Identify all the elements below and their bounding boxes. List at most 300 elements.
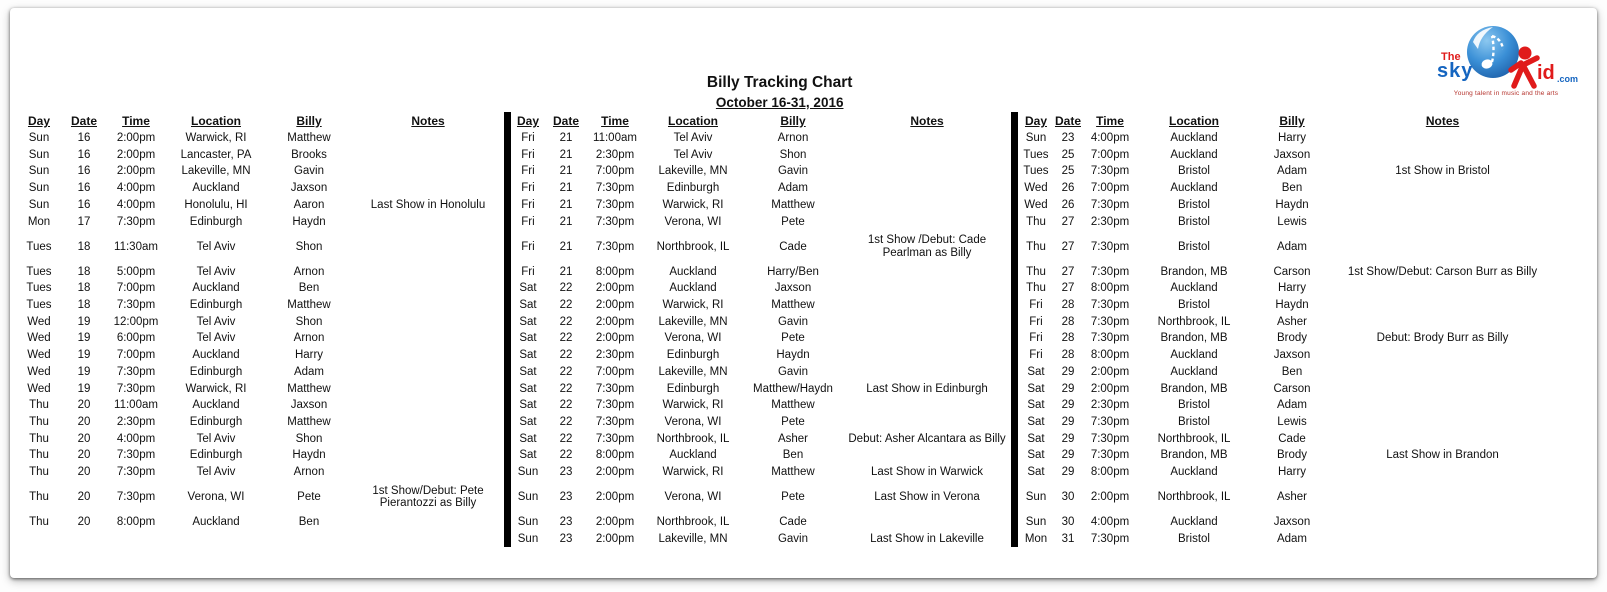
cell-time: 7:30pm xyxy=(595,382,635,395)
cell-billy: Lewis xyxy=(1277,215,1307,228)
cell-day: Sun xyxy=(28,198,50,211)
cell-time: 2:30pm xyxy=(1090,399,1130,412)
cell-date: 26 xyxy=(1061,182,1075,195)
cell-billy: Ben xyxy=(1281,365,1303,378)
cell-notes: Last Show in Honolulu xyxy=(370,198,486,211)
cell-billy: Cade xyxy=(779,516,807,529)
cell-notes xyxy=(352,380,504,397)
cell-day: Wed xyxy=(27,365,51,378)
cell-billy: Pete xyxy=(781,215,805,228)
schedule-row xyxy=(511,447,1011,464)
cell-notes xyxy=(1334,280,1593,297)
column-header-location: Location xyxy=(668,113,718,128)
schedule-row xyxy=(16,364,504,381)
cell-location: Northbrook, IL xyxy=(656,432,730,445)
panel-divider xyxy=(1011,112,1018,547)
cell-day: Tues xyxy=(26,240,52,253)
cell-time: 7:30pm xyxy=(1090,240,1130,253)
cell-notes xyxy=(352,264,504,281)
cell-notes xyxy=(352,464,504,481)
logo-text-id: id xyxy=(1537,62,1555,84)
cell-day: Wed xyxy=(27,332,51,345)
schedule-row xyxy=(1018,364,1593,381)
cell-location: Northbrook, IL xyxy=(1157,491,1231,504)
cell-billy: Gavin xyxy=(777,365,809,378)
schedule-row xyxy=(1018,163,1593,180)
cell-notes xyxy=(843,397,1011,414)
cell-time: 7:00pm xyxy=(116,282,156,295)
cell-date: 27 xyxy=(1061,265,1075,278)
cell-time: 11:30am xyxy=(114,240,158,253)
cell-location: Verona, WI xyxy=(664,332,722,345)
cell-billy: Matthew xyxy=(771,465,815,478)
cell-location: Auckland xyxy=(1170,516,1218,529)
cell-notes xyxy=(352,447,504,464)
logo-text-dotcom: .com xyxy=(1557,74,1579,84)
cell-billy: Shon xyxy=(295,240,323,253)
column-header-billy: Billy xyxy=(296,113,322,128)
cell-notes xyxy=(1334,414,1593,431)
cell-billy: Haydn xyxy=(776,349,810,362)
cell-location: Tel Aviv xyxy=(196,315,236,328)
cell-date: 25 xyxy=(1061,148,1075,161)
cell-time: 2:30pm xyxy=(595,148,635,161)
cell-time: 11:00am xyxy=(114,399,158,412)
schedule-row xyxy=(1018,380,1593,397)
cell-date: 20 xyxy=(77,415,91,428)
cell-date: 28 xyxy=(1061,349,1075,362)
cell-billy: Gavin xyxy=(777,532,809,545)
cell-location: Auckland xyxy=(1170,349,1218,362)
skykid-logo xyxy=(1431,24,1581,108)
cell-location: Bristol xyxy=(1178,240,1210,253)
cell-date: 20 xyxy=(77,516,91,529)
cell-notes: Debut: Brody Burr as Billy xyxy=(1376,332,1509,345)
cell-location: Auckland xyxy=(1170,148,1218,161)
cell-time: 7:30pm xyxy=(1090,198,1130,211)
logo-text-sky: sky xyxy=(1437,60,1474,82)
cell-time: 4:00pm xyxy=(1090,516,1130,529)
cell-location: Edinburgh xyxy=(666,182,720,195)
cell-day: Sun xyxy=(28,132,50,145)
cell-notes xyxy=(352,230,504,264)
cell-notes xyxy=(352,297,504,314)
cell-time: 7:30pm xyxy=(1090,415,1130,428)
cell-notes xyxy=(843,197,1011,214)
cell-time: 7:30pm xyxy=(595,415,635,428)
cell-billy: Adam xyxy=(1276,240,1308,253)
cell-billy: Haydn xyxy=(292,449,326,462)
schedule-row xyxy=(511,531,1011,548)
cell-time: 5:00pm xyxy=(116,265,156,278)
cell-day: Sun xyxy=(1025,491,1047,504)
cell-notes xyxy=(1334,397,1593,414)
cell-day: Sat xyxy=(519,382,537,395)
cell-location: Edinburgh xyxy=(666,382,720,395)
cell-location: Brandon, MB xyxy=(1160,449,1228,462)
cell-time: 2:00pm xyxy=(1090,382,1130,395)
schedule-row xyxy=(1018,264,1593,281)
cell-location: Edinburgh xyxy=(666,349,720,362)
cell-location: Warwick, RI xyxy=(662,198,724,211)
cell-notes xyxy=(843,364,1011,381)
schedule-row xyxy=(16,347,504,364)
cell-billy: Brody xyxy=(1276,332,1308,345)
cell-location: Lancaster, PA xyxy=(180,148,252,161)
cell-day: Sat xyxy=(519,332,537,345)
cell-time: 2:00pm xyxy=(595,491,635,504)
cell-notes xyxy=(352,180,504,197)
cell-day: Thu xyxy=(1026,282,1046,295)
cell-day: Sat xyxy=(1027,365,1045,378)
column-header-day: Day xyxy=(27,113,50,128)
cell-location: Northbrook, IL xyxy=(656,240,730,253)
cell-location: Bristol xyxy=(1178,299,1210,312)
cell-billy: Cade xyxy=(779,240,807,253)
column-header-day: Day xyxy=(1024,113,1047,128)
cell-time: 4:00pm xyxy=(116,198,156,211)
cell-date: 20 xyxy=(77,399,91,412)
cell-billy: Ben xyxy=(298,282,320,295)
cell-location: Bristol xyxy=(1178,215,1210,228)
cell-location: Auckland xyxy=(1170,465,1218,478)
cell-time: 8:00pm xyxy=(116,516,156,529)
cell-date: 22 xyxy=(559,349,573,362)
schedule-row xyxy=(16,330,504,347)
cell-time: 7:00pm xyxy=(595,165,635,178)
cell-time: 7:30pm xyxy=(116,299,156,312)
cell-billy: Pete xyxy=(297,491,321,504)
cell-day: Sun xyxy=(28,165,50,178)
cell-day: Fri xyxy=(1029,299,1043,312)
panel-divider xyxy=(504,112,511,547)
cell-notes xyxy=(843,180,1011,197)
cell-day: Sat xyxy=(519,299,537,312)
cell-location: Auckland xyxy=(1170,282,1218,295)
cell-date: 16 xyxy=(77,198,91,211)
cell-time: 7:30pm xyxy=(1090,532,1130,545)
cell-day: Thu xyxy=(1026,240,1046,253)
cell-billy: Jaxson xyxy=(774,282,812,295)
cell-day: Sat xyxy=(519,432,537,445)
cell-location: Tel Aviv xyxy=(673,148,713,161)
cell-date: 22 xyxy=(559,365,573,378)
schedule-row xyxy=(16,447,504,464)
cell-notes xyxy=(1334,514,1593,531)
cell-date: 23 xyxy=(559,465,573,478)
cell-billy: Haydn xyxy=(1275,299,1309,312)
cell-date: 21 xyxy=(559,215,573,228)
date-range: October 16-31, 2016 xyxy=(715,95,844,110)
cell-date: 17 xyxy=(77,215,91,228)
cell-time: 8:00pm xyxy=(595,265,635,278)
cell-notes xyxy=(1334,130,1593,147)
cell-date: 29 xyxy=(1061,399,1075,412)
cell-notes xyxy=(352,163,504,180)
cell-time: 2:00pm xyxy=(595,282,635,295)
cell-notes xyxy=(1334,197,1593,214)
cell-day: Wed xyxy=(27,315,51,328)
cell-notes: 1st Show/Debut: Carson Burr as Billy xyxy=(1347,265,1538,278)
cell-location: Auckland xyxy=(1170,182,1218,195)
cell-billy: Matthew xyxy=(287,382,331,395)
cell-notes xyxy=(843,414,1011,431)
cell-time: 7:30pm xyxy=(595,182,635,195)
cell-day: Sat xyxy=(519,282,537,295)
cell-time: 7:30pm xyxy=(1090,299,1130,312)
cell-notes xyxy=(352,414,504,431)
cell-location: Lakeville, MN xyxy=(658,365,728,378)
cell-notes xyxy=(1334,380,1593,397)
cell-billy: Harry/Ben xyxy=(767,265,819,278)
cell-billy: Harry xyxy=(1277,132,1307,145)
schedule-row xyxy=(1018,213,1593,230)
cell-location: Tel Aviv xyxy=(196,265,236,278)
cell-notes xyxy=(352,213,504,230)
column-header-time: Time xyxy=(1096,113,1124,128)
cell-billy: Gavin xyxy=(777,315,809,328)
cell-billy: Shon xyxy=(295,432,323,445)
cell-location: Brandon, MB xyxy=(1160,332,1228,345)
schedule-row xyxy=(1018,330,1593,347)
cell-date: 18 xyxy=(77,282,91,295)
cell-time: 8:00pm xyxy=(1090,349,1130,362)
cell-location: Edinburgh xyxy=(189,415,243,428)
cell-notes xyxy=(352,347,504,364)
cell-billy: Shon xyxy=(295,315,323,328)
cell-time: 7:30pm xyxy=(1090,265,1130,278)
cell-date: 23 xyxy=(559,516,573,529)
cell-location: Warwick, RI xyxy=(185,382,247,395)
cell-notes xyxy=(843,213,1011,230)
cell-date: 27 xyxy=(1061,282,1075,295)
cell-location: Lakeville, MN xyxy=(658,315,728,328)
cell-date: 20 xyxy=(77,491,91,504)
schedule-row xyxy=(511,230,1011,264)
schedule-row xyxy=(1018,514,1593,531)
cell-time: 7:30pm xyxy=(595,215,635,228)
cell-location: Verona, WI xyxy=(664,215,722,228)
cell-notes xyxy=(352,397,504,414)
chart-page xyxy=(10,8,1597,578)
cell-day: Fri xyxy=(521,165,535,178)
cell-date: 16 xyxy=(77,165,91,178)
cell-day: Sun xyxy=(517,532,539,545)
schedule-row xyxy=(1018,130,1593,147)
cell-time: 12:00pm xyxy=(113,315,159,328)
logo-tagline: Young talent in music and the arts xyxy=(1453,90,1559,97)
cell-date: 16 xyxy=(77,132,91,145)
cell-date: 20 xyxy=(77,432,91,445)
schedule-row xyxy=(16,280,504,297)
cell-time: 7:30pm xyxy=(116,382,156,395)
cell-billy: Matthew/Haydn xyxy=(753,382,833,395)
cell-notes: Last Show in Brandon xyxy=(1386,449,1499,462)
cell-day: Sun xyxy=(1025,516,1047,529)
cell-date: 21 xyxy=(559,198,573,211)
cell-day: Sun xyxy=(517,491,539,504)
cell-day: Sat xyxy=(1027,415,1045,428)
cell-day: Sun xyxy=(517,516,539,529)
cell-time: 7:30pm xyxy=(1090,449,1130,462)
schedule-row xyxy=(1018,531,1593,548)
schedule-row xyxy=(511,147,1011,164)
cell-date: 29 xyxy=(1061,382,1075,395)
schedule-row xyxy=(1018,180,1593,197)
cell-time: 7:00pm xyxy=(595,365,635,378)
schedule-row xyxy=(511,180,1011,197)
cell-day: Wed xyxy=(1024,182,1048,195)
cell-billy: Pete xyxy=(781,332,805,345)
cell-notes xyxy=(352,280,504,297)
cell-billy: Lewis xyxy=(1277,415,1307,428)
schedule-row xyxy=(1018,347,1593,364)
cell-time: 2:00pm xyxy=(116,148,156,161)
column-header-date: Date xyxy=(70,113,97,128)
cell-day: Fri xyxy=(521,132,535,145)
column-header-row xyxy=(511,112,1011,130)
cell-location: Brandon, MB xyxy=(1160,265,1228,278)
cell-date: 22 xyxy=(559,282,573,295)
cell-date: 22 xyxy=(559,382,573,395)
cell-day: Fri xyxy=(521,182,535,195)
cell-notes xyxy=(843,347,1011,364)
cell-time: 7:00pm xyxy=(1090,182,1130,195)
schedule-row xyxy=(511,314,1011,331)
cell-notes xyxy=(352,330,504,347)
column-header-notes: Notes xyxy=(411,113,445,128)
schedule-row xyxy=(16,380,504,397)
schedule-row xyxy=(16,180,504,197)
cell-notes xyxy=(1334,364,1593,381)
schedule-row xyxy=(511,431,1011,448)
cell-time: 7:30pm xyxy=(116,365,156,378)
cell-notes xyxy=(352,364,504,381)
cell-location: Honolulu, HI xyxy=(184,198,248,211)
cell-notes xyxy=(843,297,1011,314)
cell-date: 30 xyxy=(1061,516,1075,529)
cell-day: Thu xyxy=(1026,215,1046,228)
column-header-date: Date xyxy=(1054,113,1081,128)
schedule-row xyxy=(16,130,504,147)
cell-date: 22 xyxy=(559,332,573,345)
schedule-row xyxy=(16,230,504,264)
cell-billy: Matthew xyxy=(771,399,815,412)
schedule-row xyxy=(511,514,1011,531)
schedule-row xyxy=(511,481,1011,515)
cell-notes xyxy=(1334,431,1593,448)
cell-day: Sat xyxy=(1027,399,1045,412)
cell-notes xyxy=(1334,347,1593,364)
cell-day: Wed xyxy=(27,382,51,395)
cell-day: Mon xyxy=(27,215,51,228)
cell-billy: Gavin xyxy=(293,165,325,178)
cell-date: 31 xyxy=(1061,532,1075,545)
cell-notes xyxy=(352,431,504,448)
cell-time: 2:00pm xyxy=(1090,491,1130,504)
schedule-row xyxy=(511,280,1011,297)
cell-time: 6:00pm xyxy=(116,332,156,345)
logo-text-the: The xyxy=(1441,51,1461,63)
cell-location: Bristol xyxy=(1178,165,1210,178)
cell-billy: Carson xyxy=(1273,265,1311,278)
schedule-row xyxy=(1018,197,1593,214)
cell-date: 18 xyxy=(77,240,91,253)
cell-notes xyxy=(352,514,504,531)
cell-location: Auckland xyxy=(192,182,240,195)
cell-location: Northbrook, IL xyxy=(1157,315,1231,328)
cell-date: 20 xyxy=(77,449,91,462)
cell-date: 28 xyxy=(1061,332,1075,345)
cell-day: Tues xyxy=(26,299,52,312)
cell-day: Sat xyxy=(519,415,537,428)
cell-time: 8:00pm xyxy=(1090,465,1130,478)
cell-time: 2:00pm xyxy=(595,299,635,312)
column-header-billy: Billy xyxy=(1279,113,1305,128)
cell-date: 21 xyxy=(559,132,573,145)
cell-date: 27 xyxy=(1061,240,1075,253)
cell-date: 21 xyxy=(559,148,573,161)
cell-date: 26 xyxy=(1061,198,1075,211)
cell-billy: Matthew xyxy=(771,198,815,211)
cell-day: Fri xyxy=(1029,315,1043,328)
cell-notes xyxy=(843,447,1011,464)
schedule-row xyxy=(1018,280,1593,297)
schedule-row xyxy=(1018,314,1593,331)
cell-billy: Haydn xyxy=(292,215,326,228)
cell-billy: Jaxson xyxy=(1273,349,1311,362)
cell-location: Warwick, RI xyxy=(662,399,724,412)
schedule-row xyxy=(511,397,1011,414)
cell-time: 7:30pm xyxy=(1090,332,1130,345)
schedule-row xyxy=(511,380,1011,397)
cell-date: 28 xyxy=(1061,315,1075,328)
cell-date: 29 xyxy=(1061,415,1075,428)
cell-date: 21 xyxy=(559,265,573,278)
cell-location: Auckland xyxy=(192,399,240,412)
cell-time: 2:00pm xyxy=(595,516,635,529)
cell-date: 18 xyxy=(77,265,91,278)
schedule-row xyxy=(511,364,1011,381)
schedule-row xyxy=(1018,464,1593,481)
cell-day: Sat xyxy=(519,399,537,412)
cell-time: 7:00pm xyxy=(116,349,156,362)
schedule-row xyxy=(511,330,1011,347)
schedule-row xyxy=(1018,481,1593,515)
cell-date: 19 xyxy=(77,332,91,345)
cell-day: Tues xyxy=(26,265,52,278)
cell-time: 7:30pm xyxy=(595,399,635,412)
cell-notes: Last Show in Lakeville xyxy=(870,532,984,545)
cell-date: 22 xyxy=(559,432,573,445)
cell-location: Brandon, MB xyxy=(1160,382,1228,395)
cell-date: 22 xyxy=(559,415,573,428)
cell-location: Lakeville, MN xyxy=(658,532,728,545)
cell-date: 28 xyxy=(1061,299,1075,312)
cell-location: Edinburgh xyxy=(189,215,243,228)
cell-date: 19 xyxy=(77,365,91,378)
cell-notes xyxy=(1334,180,1593,197)
cell-notes xyxy=(1334,147,1593,164)
cell-time: 11:00am xyxy=(593,132,637,145)
cell-billy: Matthew xyxy=(287,415,331,428)
cell-day: Fri xyxy=(521,148,535,161)
cell-notes xyxy=(1334,297,1593,314)
cell-date: 20 xyxy=(77,465,91,478)
cell-billy: Arnon xyxy=(293,465,325,478)
column-header-location: Location xyxy=(191,113,241,128)
cell-notes xyxy=(843,163,1011,180)
